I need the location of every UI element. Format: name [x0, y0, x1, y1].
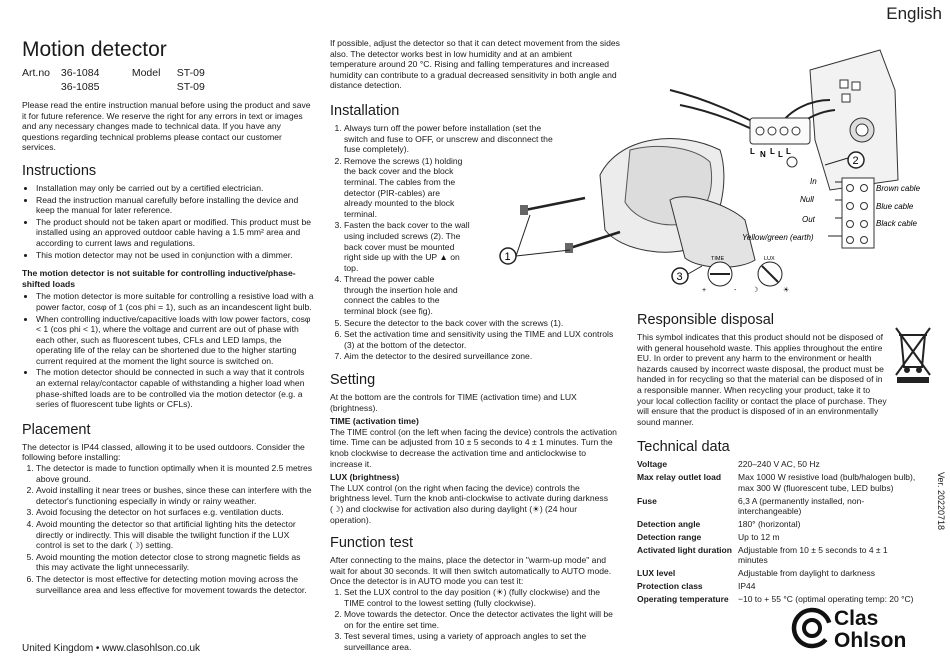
list-item: 5. Avoid mounting the motion detector close to strong magnetic fields as this may activate the light unnecessarily. — [36, 552, 314, 573]
sun-icon: ☀ — [783, 286, 790, 294]
list-item: 6. The detector is most effective for detecting motion moving across the surveillance area and less effective for movement towards the detector. — [36, 574, 314, 595]
table-row — [637, 459, 918, 472]
ground-symbol — [787, 157, 797, 167]
cable-label-blue: Blue cable — [876, 202, 914, 211]
list-item: 1. Always turn off the power before installation (set the switch and fuse to OFF, or unscrew and disconnect the fuse completely). — [344, 123, 564, 155]
table-row — [637, 581, 918, 594]
setting-heading: Setting — [330, 372, 376, 389]
list-item: • This motion detector may not be used in conjunction with a dimmer. — [36, 250, 314, 261]
list-item: • Installation may only be carried out by a certified electrician. — [36, 183, 314, 194]
spec-value: 180° (horizontal) — [738, 518, 801, 529]
callout-number: 2 — [852, 155, 859, 167]
technical-table — [637, 459, 918, 606]
table-row — [637, 594, 918, 607]
column-1 — [22, 100, 314, 596]
spec-key: Operating temperature — [637, 593, 729, 604]
artno-2: 36-1085 — [60, 81, 100, 93]
spec-key: Activated light duration — [637, 544, 732, 555]
terminal-label: N — [760, 150, 766, 159]
warning-list — [22, 291, 314, 410]
installation-figure — [470, 30, 940, 302]
back-cover — [810, 50, 898, 190]
time-title: TIME (activation time) — [330, 416, 419, 427]
list-item: 7. Aim the detector to the desired surveillance zone. — [344, 351, 620, 362]
cable-label-brown: Brown cable — [876, 184, 921, 193]
disposal-text: This symbol indicates that this product should not be disposed of with general household waste. This applies throughout the entire EU. In order to prevent any harm to the environment or health hazards caused by incorrect waste disposal, the product must be handed in for recycling so that the material can be disposed of in a responsible manner. When recycling your product, take it to your local collection facility or contact the place of purchase. They will ensure that the product is disposed of in an environmentally sound manner. — [637, 332, 887, 427]
spec-value: Adjustable from 10 ± 5 seconds to 4 ± 1 minutes — [738, 544, 888, 566]
model-label: Model — [131, 67, 161, 79]
wire-label-ground: Yellow/green (earth) — [742, 233, 814, 242]
spec-key: Protection class — [637, 580, 703, 591]
table-row — [637, 496, 918, 519]
spec-key: Detection range — [637, 531, 702, 542]
knob-label: TIME — [711, 256, 725, 262]
table-row — [637, 568, 918, 581]
artno-label: Art.no — [22, 67, 51, 79]
placement-list — [22, 463, 314, 595]
function-test-heading: Function test — [330, 535, 414, 552]
brand-name — [834, 608, 906, 652]
screw-icon — [565, 232, 620, 253]
callout-number: 3 — [676, 271, 683, 283]
knob-mark: + — [702, 287, 707, 294]
disposal-heading: Responsible disposal — [637, 312, 775, 328]
setting-intro: At the bottom are the controls for TIME (activation time) and LUX (brightness). — [330, 392, 577, 413]
table-row — [637, 472, 918, 495]
detector-body — [600, 139, 755, 268]
table-row — [637, 532, 918, 545]
spec-value: −10 to + 55 °C (optimal operating temp: 20 °C) — [738, 593, 914, 604]
intro-text: Please read the entire instruction manual before using the product and save it for future reference. We reserve the right for any errors in text or images and any necessary changes made to technical data. If you have any questions regarding technical problems please contact our customer services. — [22, 100, 311, 153]
terminal-label: L — [770, 147, 775, 156]
list-item: 1. The detector is made to function optimally when it is mounted 2.5 metres above ground. — [36, 463, 314, 484]
list-item: • The motion detector should be connected in such a way that it controls an external relay/contactor capable of withstanding a higher load when phase-shifted loads are to be controlled via the motion detector (e.g. a series of fluorescent tube lights or CFLs). — [36, 367, 314, 409]
table-row — [637, 519, 918, 532]
brand-line: Ohlson — [834, 629, 907, 652]
artno-1: 36-1084 — [60, 67, 100, 79]
spec-value: Max 1000 W resistive load (bulb/halogen bulb), max 300 W (fluorescent tube, LED bulbs) — [738, 472, 916, 493]
product-meta — [22, 66, 205, 94]
spec-value: 220–240 V AC, 50 Hz — [738, 459, 820, 470]
terminal-label: L — [750, 147, 755, 156]
callout-1 — [500, 215, 570, 264]
list-item: • Read the instruction manual carefully before installing the device and keep the manual for later reference. — [36, 195, 314, 216]
table-row — [637, 545, 918, 568]
installation-heading: Installation — [330, 102, 400, 119]
function-test-list — [330, 587, 620, 653]
spec-value: IP44 — [738, 580, 756, 591]
spec-value: Adjustable from daylight to darkness — [738, 568, 876, 578]
list-item: 5. Secure the detector to the back cover with the screws (1). — [344, 318, 620, 329]
model-2: ST-09 — [176, 81, 205, 93]
spec-value: 6,3 A (permanently installed, non-interchangeable) — [738, 495, 865, 516]
knob-label: LUX — [764, 256, 775, 262]
terminal-label: L — [778, 150, 783, 159]
list-item: 2. Avoid installing it near trees or bushes, since these can interfere with the detector's functioning especially in windy or rainy weather. — [36, 485, 314, 506]
clas-ohlson-logo-icon — [790, 606, 832, 650]
list-item: 4. Thread the power cable through the insertion hole and connect the cables to the terminal block (see fig). — [344, 274, 464, 316]
language-label: English — [886, 4, 942, 23]
brand-line: Clas — [834, 607, 879, 630]
warning-title: The motion detector is not suitable for controlling inductive/phase-shifted loads — [22, 268, 296, 289]
wire-label-null: Null — [800, 195, 814, 204]
moon-icon: ☽ — [752, 286, 759, 294]
list-item: • The motion detector is more suitable for controlling a resistive load with a power factor, cosφ of 1 (cos phi = 1), such as an incandescent light bulb. — [36, 291, 314, 312]
callout-number: 1 — [504, 251, 511, 263]
spec-key: Voltage — [637, 459, 668, 470]
list-item: 3. Test several times, using a variety of approach angles to set the surveillance area. — [344, 631, 620, 652]
screw-icon — [520, 198, 585, 215]
list-item: 2. Move towards the detector. Once the detector activates the light will be on for the entire set time. — [344, 609, 620, 630]
spec-key: LUX level — [637, 568, 676, 578]
cable-label-black: Black cable — [876, 219, 917, 228]
list-item: 6. Set the activation time and sensitivity using the TIME and LUX controls (3) at the bottom of the detector. — [344, 329, 620, 350]
function-test-intro: After connecting to the mains, place the detector in "warm-up mode" and wait for about 30 seconds. It will then switch automatically to AUTO mode. Once the detector is in AUTO mode you can test it: — [330, 555, 612, 587]
spec-key: Detection angle — [637, 518, 701, 529]
model-1: ST-09 — [176, 67, 205, 79]
instructions-heading: Instructions — [22, 162, 97, 179]
list-item: 3. Avoid focusing the detector on hot surfaces e.g. ventilation ducts. — [36, 507, 314, 518]
version-label: Ver. 20220718 — [936, 471, 946, 530]
weee-bin-icon — [893, 325, 933, 385]
list-item: 2. Remove the screws (1) holding the back cover and the block terminal. The cables from the detector (PIR-cables) are already mounted to the block terminal. — [344, 156, 464, 220]
instructions-list — [22, 183, 314, 260]
wire-label-out: Out — [802, 215, 815, 224]
technical-heading: Technical data — [637, 439, 730, 456]
terminal-block — [750, 118, 810, 144]
lux-text: The LUX control (on the right when facing the device) controls the brightness level. Turn the knob anti-clockwise to activate during darkness (☽) and clockwise for activation also during daylight (☀) (24 hour operation). — [330, 482, 609, 525]
knob-mark: - — [734, 287, 737, 294]
spec-key: Max relay outlet load — [637, 472, 722, 483]
list-item: • The product should not be taken apart or modified. This product must be installed using an approved outdoor cable having a 1.5 mm² area and according to current laws and regulations. — [36, 217, 314, 249]
page-title: Motion detector — [22, 38, 167, 61]
list-item: 4. Avoid mounting the detector so that artificial lighting hits the detector directly or indirectly. This will disable the twilight function if the LUX control is set to the dark (☽) setting. — [36, 519, 314, 551]
placement-intro: The detector is IP44 classed, allowing it to be used outdoors. Consider the following before installing: — [22, 441, 305, 463]
placement-heading: Placement — [22, 421, 91, 438]
list-item: • When controlling inductive/capacitive loads with low power factors, cosφ < 1 (cos phi < 1), where the voltage and current are out of phase with each other, such as fluorescent tubes, CFLs and LED lamps, the operating life of the relay can be shortened due to the higher starting current required at the moment the light source is switched on. — [36, 314, 314, 367]
spec-value: Up to 12 m — [738, 531, 780, 542]
terminal-label: L — [786, 147, 791, 156]
list-item: 3. Fasten the back cover to the wall using included screws (2). The back cover must be mounted right side up with the UP ▲ on top. — [344, 220, 472, 273]
callout-3 — [672, 266, 702, 284]
spec-key: Fuse — [637, 495, 657, 506]
wire-label-in: In — [810, 177, 817, 186]
conditions-text: If possible, adjust the detector so that it can detect movement from the sides also. The detector works best in low humidity and at an ambient temperature around 20 °C. Rising and falling temperatures and increased humidity can contribute to a gradual decreased sensitivity in both angle and distance detection. — [330, 38, 620, 91]
column-3 — [637, 312, 922, 607]
time-text: The TIME control (on the left when facing the device) controls the activation time. Time can be adjusted from 10 ± 5 seconds to 4 ± 1 minutes. Turn the knob clockwise to decrease the activation time and anticlockwise to increase it. — [330, 426, 617, 469]
lux-title: LUX (brightness) — [330, 472, 400, 483]
list-item: 1. Set the LUX control to the day position (☀) (fully clockwise) and the TIME control to the lowest setting (fully clockwise). — [344, 587, 620, 608]
lux-knob — [752, 256, 789, 294]
footer-text: United Kingdom • www.clasohlson.co.uk — [22, 643, 201, 654]
